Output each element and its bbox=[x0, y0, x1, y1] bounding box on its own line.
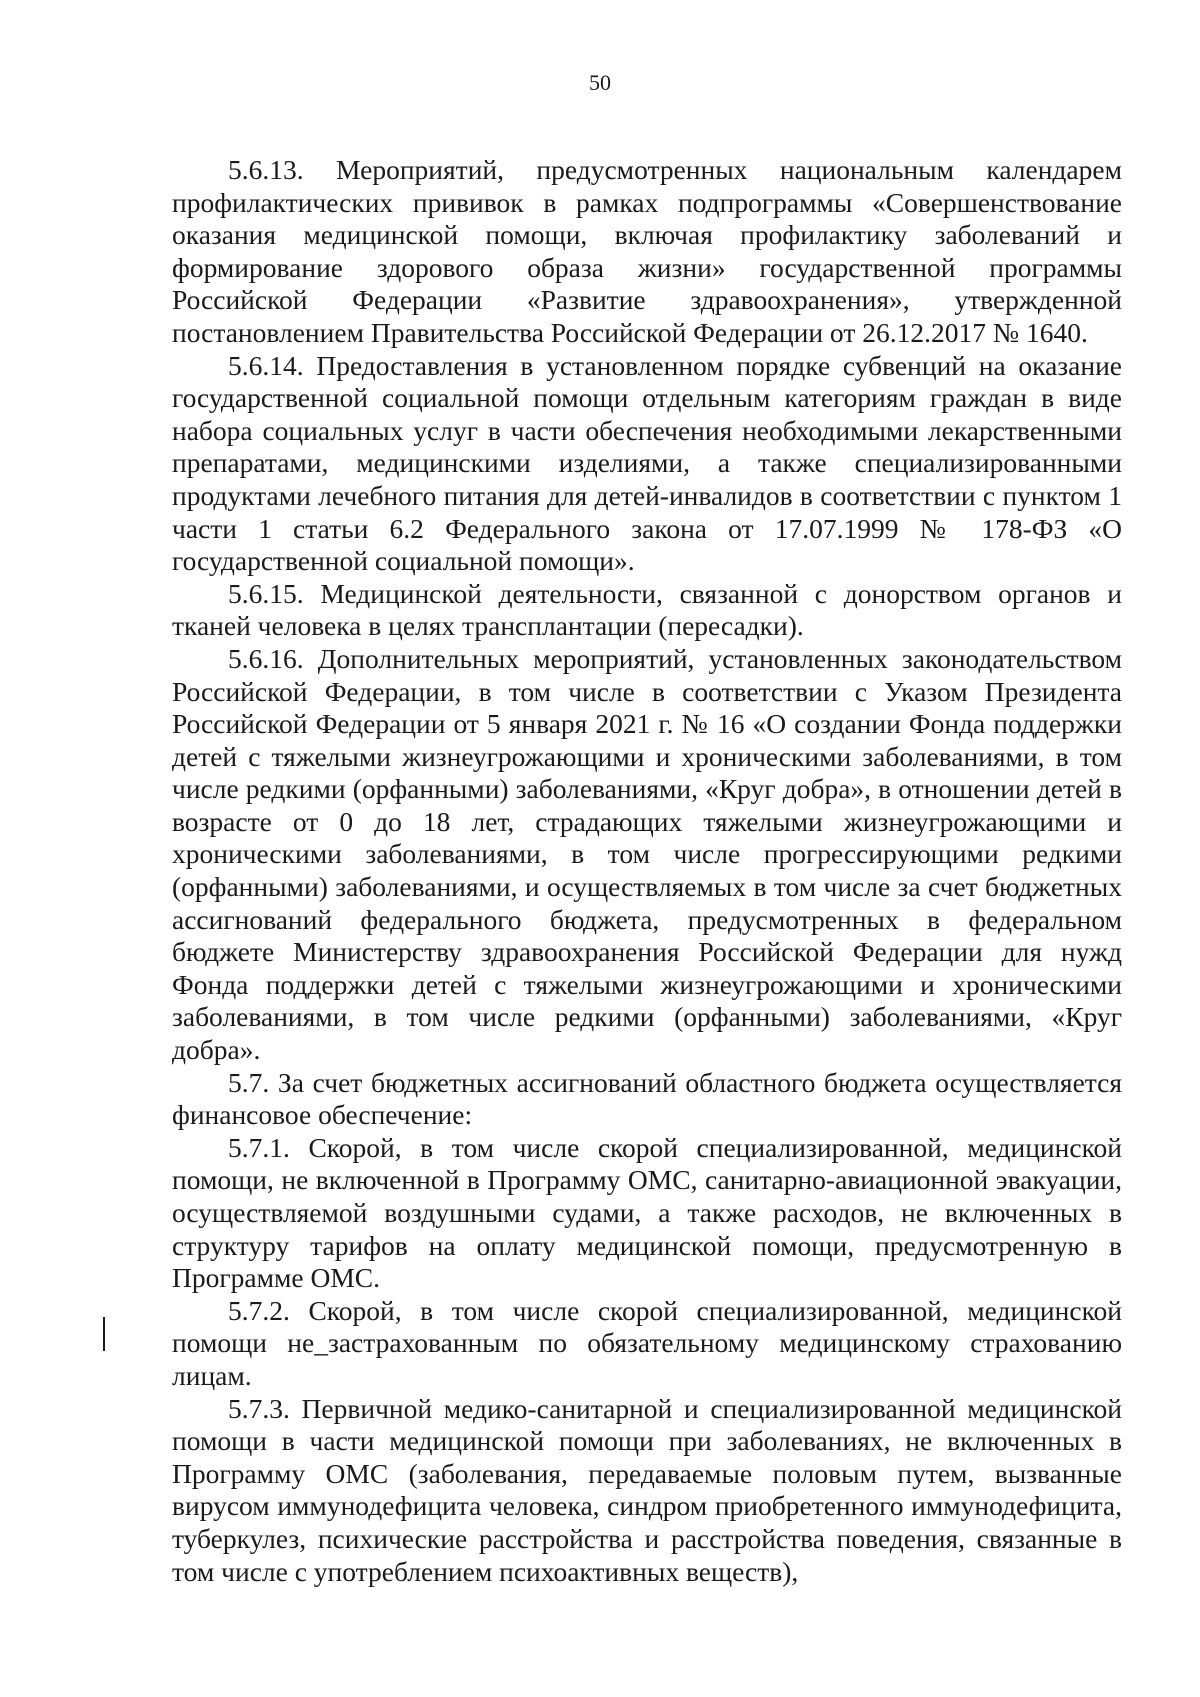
page-number: 50 bbox=[589, 70, 611, 95]
paragraph-5-6-16: 5.6.16. Дополнительных мероприятий, установленных законодательством Российской Федерации, в том числе в соответствии с Указом Президента Российской Федерации от 5 января 2021 г. № 16 «О создании Фонда поддержки детей с тяжелыми жизнеугрожающими и хроническими заболеваниями, в том числе редкими (орфанными) заболеваниями, «Круг добра», в отношении детей в возрасте от 0 до 18 лет, страдающих тяжелыми жизнеугрожающими и хроническими заболеваниями, в том числе прогрессирующими редкими (орфанными) заболеваниями, и осуществляемых в том числе за счет бюджетных ассигнований федерального бюджета, предусмотренных в федеральном бюджете Министерству здравоохранения Российской Федерации для нужд Фонда поддержки детей с тяжелыми жизнеугрожающими и хроническими заболеваниями, в том числе редкими (орфанными) заболеваниями, «Круг добра». bbox=[172, 642, 1122, 1066]
margin-change-bar bbox=[103, 1317, 105, 1351]
paragraph-5-7-1: 5.7.1. Скорой, в том числе скорой специализированной, медицинской помощи, не включенной в Программу ОМС, санитарно-авиационной эвакуации, осуществляемой воздушными судами, а также расходов, не включенных в структуру тарифов на оплату медицинской помощи, предусмотренную в Программе ОМС. bbox=[172, 1131, 1122, 1294]
paragraph-5-7-2: 5.7.2. Скорой, в том числе скорой специализированной, медицинской помощи не_застрахованным по обязательному медицинскому страхованию лицам. bbox=[172, 1294, 1122, 1391]
paragraph-5-6-15: 5.6.15. Медицинской деятельности, связанной с донорством органов и тканей человека в целях трансплантации (пересадки). bbox=[172, 577, 1122, 642]
paragraph-5-6-13: 5.6.13. Мероприятий, предусмотренных национальным календарем профилактических прививок в рамках подпрограммы «Совершенствование оказания медицинской помощи, включая профилактику заболеваний и формирование здорового образа жизни» государственной программы Российской Федерации «Развитие здравоохранения», утвержденной постановлением Правительства Российской Федерации от 26.12.2017 № 1640. bbox=[172, 154, 1122, 348]
paragraph-5-6-14: 5.6.14. Предоставления в установленном порядке субвенций на оказание государственной социальной помощи отдельным категориям граждан в виде набора социальных услуг в части обеспечения необходимыми лекарственными препаратами, медицинскими изделиями, а также специализированными продуктами лечебного питания для детей-инвалидов в соответствии с пунктом 1 части 1 статьи 6.2 Федерального закона от 17.07.1999 № 178-ФЗ «О государственной социальной помощи». bbox=[172, 349, 1122, 577]
paragraph-5-7-3: 5.7.3. Первичной медико-санитарной и специализированной медицинской помощи в части медицинской помощи при заболеваниях, не включенных в Программу ОМС (заболевания, передаваемые половым путем, вызванные вирусом иммунодефицита человека, синдром приобретенного иммунодефицита, туберкулез, психические расстройства и расстройства поведения, связанные в том числе с употреблением психоактивных веществ), bbox=[172, 1392, 1122, 1587]
document-body bbox=[172, 154, 1122, 1588]
paragraph-5-7: 5.7. За счет бюджетных ассигнований областного бюджета осуществляется финансовое обеспечение: bbox=[172, 1066, 1122, 1131]
